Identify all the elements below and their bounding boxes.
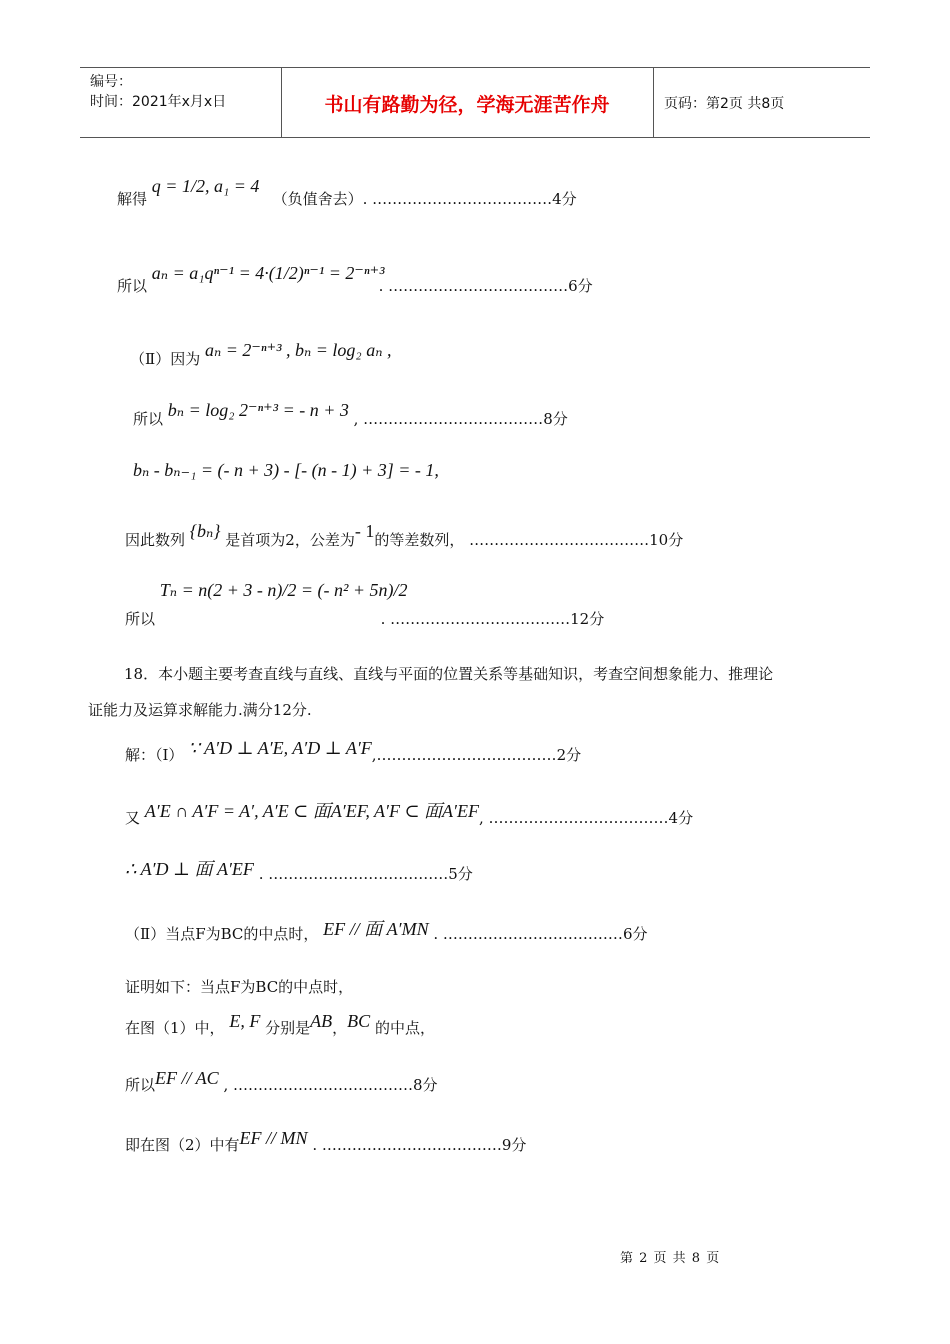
math-expression: EF // 面 A′MN: [323, 919, 429, 939]
solution-line-9: [125, 738, 581, 765]
score-label: 10分: [649, 531, 684, 549]
line-label: 解得: [117, 190, 148, 208]
line-label: 所以: [125, 610, 156, 628]
line-label: 又: [125, 809, 141, 827]
solution-line-4: [133, 400, 568, 429]
math-expression: bₙ - bₙ₋₁ = (- n + 3) - [- (n - 1) + 3] = - 1,: [133, 460, 439, 480]
dot-leader: . ………………………………: [258, 865, 449, 883]
line-label: 所以: [117, 277, 148, 295]
page-footer: 第 2 页 共 8 页: [620, 1251, 721, 1266]
solution-line-2: [117, 263, 593, 296]
math-expression: A′E ∩ A′F = A′, A′E ⊂ 面A′EF, A′F ⊂ 面A′EF: [144, 801, 479, 821]
problem-18-intro: [88, 656, 868, 728]
line-label: 因此数列: [125, 531, 186, 549]
page-header: [80, 67, 870, 138]
dot-leader: . ………………………………: [380, 610, 571, 628]
line-label: 解：（Ⅰ）: [125, 746, 184, 764]
line-label: 的等差数列，: [374, 531, 465, 549]
serial-label: 编号：: [90, 74, 132, 90]
line-label: （Ⅱ）因为: [130, 350, 201, 368]
score-label: 5分: [448, 865, 473, 883]
header-meta: [90, 72, 226, 112]
score-label: 4分: [552, 190, 577, 208]
solution-line-7: [125, 580, 604, 629]
header-motto: 书山有路勤为径，学海无涯苦作舟: [324, 94, 610, 116]
score-label: 8分: [543, 410, 568, 428]
dot-leader: , ………………………………: [223, 1076, 414, 1094]
solution-line-6: [125, 521, 683, 550]
line-label: ，: [332, 1019, 348, 1037]
score-label: 4分: [668, 809, 694, 827]
solution-line-10: [125, 797, 693, 828]
solution-line-14: [125, 1011, 435, 1038]
math-expression: AB: [310, 1011, 333, 1031]
solution-line-12: [125, 915, 647, 944]
header-page-label: 页码：第2页 共8页: [664, 96, 785, 112]
math-expression: ∴ A′D ⊥ 面 A′EF: [125, 859, 254, 879]
solution-line-1: [117, 176, 577, 209]
score-label: 12分: [570, 610, 605, 628]
dot-leader: ………………………………: [372, 190, 553, 208]
line-label: 所以: [125, 1076, 156, 1094]
score-label: 6分: [568, 277, 593, 295]
math-expression: bₙ = log₂ 2⁻ⁿ⁺³ = - n + 3: [167, 400, 349, 420]
math-expression: EF // AC: [155, 1068, 219, 1088]
dot-leader: . ………………………………: [433, 925, 623, 943]
solution-line-16: [125, 1128, 526, 1155]
score-label: 2分: [556, 746, 582, 764]
math-expression: ∵ A′D ⊥ A′E, A′D ⊥ A′F: [188, 738, 372, 758]
math-expression: q = 1/2, a₁ = 4: [151, 176, 260, 196]
line-label: 即在图（2）中有: [125, 1136, 240, 1154]
dot-leader: , ………………………………: [353, 410, 544, 428]
dot-leader: . ………………………………: [312, 1136, 502, 1154]
dot-leader: ,………………………………: [371, 746, 557, 764]
solution-line-13: 证明如下：当点F为BC的中点时，: [125, 978, 354, 996]
dot-leader: , ………………………………: [478, 809, 669, 827]
math-expression: {bₙ}: [189, 521, 221, 541]
paragraph-line: 证能力及运算求解能力.满分12分.: [88, 701, 312, 719]
dot-leader: ………………………………: [469, 531, 650, 549]
math-expression: EF // MN: [239, 1128, 308, 1148]
dot-leader: . ………………………………: [378, 277, 569, 295]
line-label: 的中点，: [374, 1019, 435, 1037]
score-label: 8分: [413, 1076, 438, 1094]
line-label: 是首项为2，公差为: [225, 531, 355, 549]
time-label: 时间：2021年x月x日: [90, 94, 227, 110]
line-label: 分别是: [265, 1019, 311, 1037]
math-expression: Tₙ = n(2 + 3 - n)/2 = (- n² + 5n)/2: [159, 580, 408, 600]
paragraph-line: 18．本小题主要考查直线与直线、直线与平面的位置关系等基础知识，考查空间想象能力、推理论: [124, 665, 774, 683]
score-label: 9分: [501, 1136, 527, 1154]
math-expression: BC: [347, 1011, 371, 1031]
line-note: （负值舍去）.: [272, 190, 368, 208]
solution-line-5: [133, 460, 439, 481]
line-label: 所以: [133, 410, 164, 428]
score-label: 6分: [622, 925, 648, 943]
math-expression: aₙ = 2⁻ⁿ⁺³ , bₙ = log₂ aₙ ,: [204, 340, 392, 360]
math-expression: E, F: [229, 1011, 261, 1031]
header-divider: [653, 68, 654, 137]
math-expression: - 1: [354, 521, 375, 541]
solution-line-11: [125, 855, 473, 884]
math-expression: aₙ = a₁qⁿ⁻¹ = 4·(1/2)ⁿ⁻¹ = 2⁻ⁿ⁺³: [151, 263, 385, 283]
line-label: 在图（1）中，: [125, 1019, 225, 1037]
solution-line-3: [130, 340, 392, 369]
line-label: （Ⅱ）当点F为BC的中点时，: [125, 925, 319, 943]
solution-line-15: [125, 1068, 438, 1095]
